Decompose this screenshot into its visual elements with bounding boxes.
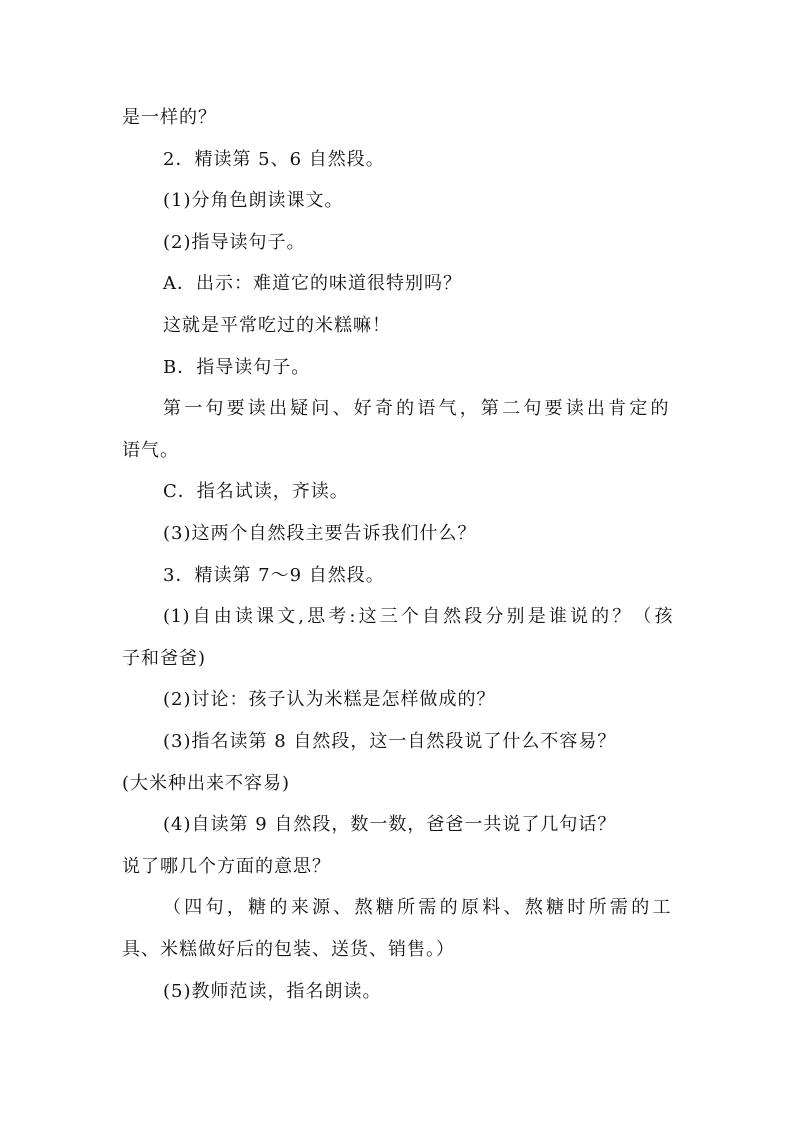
text-line: 是一样的？ bbox=[122, 107, 217, 128]
text-line: (1)自由读课文,思考:这三个自然段分别是谁说的？（孩 bbox=[163, 606, 673, 627]
text-line: (3)指名读第 8 自然段，这一自然段说了什么不容易？ bbox=[163, 731, 617, 752]
text-line: (大米种出来不容易) bbox=[122, 773, 291, 794]
text-line: (4)自读第 9 自然段，数一数，爸爸一共说了几句话？ bbox=[163, 814, 617, 835]
text-line: (2)指导读句子。 bbox=[163, 232, 306, 253]
text-line: A．出示：难道它的味道很特别吗？ bbox=[163, 273, 462, 294]
text-line: (2)讨论：孩子认为米糕是怎样做成的？ bbox=[163, 689, 496, 710]
text-line: 说了哪几个方面的意思？ bbox=[122, 856, 331, 877]
text-line: 第一句要读出疑问、好奇的语气，第二句要读出肯定的 bbox=[163, 398, 669, 419]
text-line: (1)分角色朗读课文。 bbox=[163, 190, 344, 211]
text-line: 语气。 bbox=[122, 440, 179, 461]
text-line: C．指名试读，齐读。 bbox=[163, 481, 349, 502]
text-line: 这就是平常吃过的米糕嘛！ bbox=[163, 315, 391, 336]
text-line: 子和爸爸) bbox=[122, 648, 207, 669]
section-heading: 2．精读第 5、6 自然段。 bbox=[163, 149, 385, 170]
text-line: B．指导读句子。 bbox=[163, 357, 311, 378]
text-line: 具、米糕做好后的包装、送货、销售。） bbox=[122, 939, 455, 960]
section-heading: 3．精读第 7～9 自然段。 bbox=[163, 565, 385, 586]
text-line: (5)教师范读，指名朗读。 bbox=[163, 981, 382, 1002]
text-line: （四句，糖的来源、熬糖所需的原料、熬糖时所需的工 bbox=[163, 897, 671, 918]
text-line: (3)这两个自然段主要告诉我们什么？ bbox=[163, 523, 477, 544]
